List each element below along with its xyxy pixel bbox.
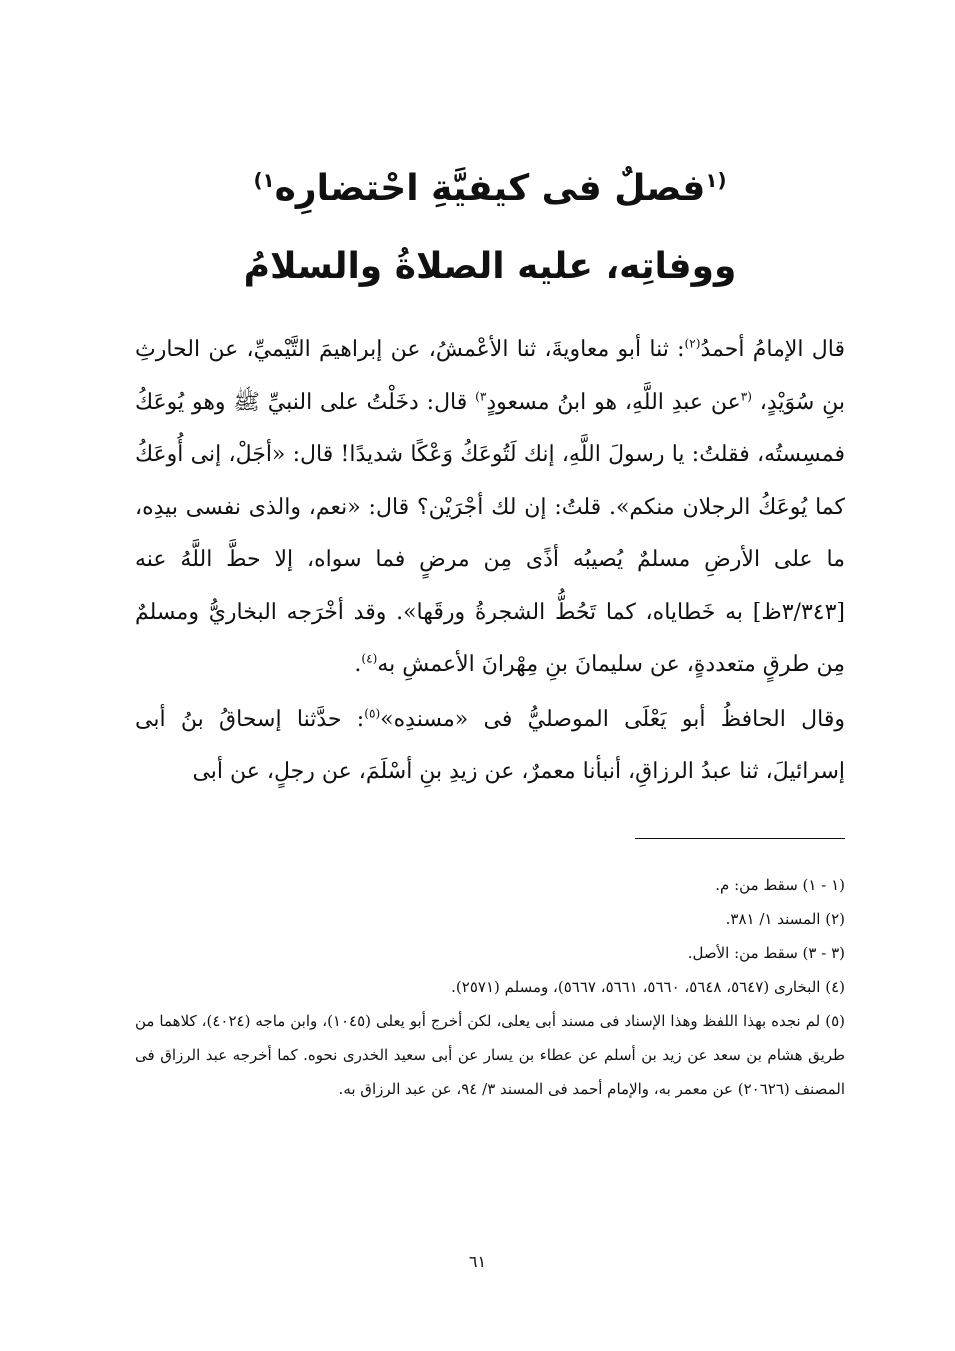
footnote-2: (٢) المسند ١/ ٣٨١. [725,910,845,928]
text-run: قال الإمامُ أحمدُ [700,337,845,362]
chapter-heading [135,150,845,306]
footnote-marker: ١) [253,169,275,192]
chapter-heading-line-2: ووفاتِه، عليه الصلاةُ والسلامُ [243,246,737,287]
heading-line-1-text: فصلٌ فى كيفيَّةِ احْتضارِه [274,168,706,209]
footnotes [135,868,845,1106]
footnote-ref-5: (٥) [364,706,381,721]
text-run: قال: دخَلْتُ على النبيِّ ﷺ وهو يُوعَكُ فمسِستُه، فقلتُ: يا رسولَ اللَّهِ، إنك لَتُوعَكُ وَعْكًا شديدًا! قال: «أجَلْ، إنى أُوعَكُ كما يُوعَكُ الرجلان منكم». قلتُ: إن لك أجْرَيْن؟ قال: «نعم، والذى نفسى بيدِه، ما على الأرضِ مسلمٌ يُصيبُه أذًى مِن مرضٍ فما سواه، إلا حطَّ اللَّهُ عنه [٣/٣٤٣ظ] به خَطاياه، كما تَحُطُّ الشجرةُ ورقَها». وقد أخْرَجه البخاريُّ ومسلمٌ مِن طرقٍ متعددةٍ، عن سليمانَ بنِ مِهْرانَ الأعمشِ به [135,389,845,677]
footnote-ref-3-close: ٣) [475,389,487,404]
main-text [135,324,845,799]
footnote-4: (٤) البخارى (٥٦٤٧، ٥٦٤٨، ٥٦٦٠، ٥٦٦١، ٥٦٦٧)، ومسلم (٢٥٧١). [451,978,845,996]
footnote-ref-2: (٢) [684,336,701,351]
paragraph-1 [135,324,845,692]
chapter-heading-line-1 [135,150,845,228]
text-run: وقال الحافظُ أبو يَعْلَى الموصليُّ فى «مسندِه» [380,706,845,732]
text-run: : حدَّثنا إسحاقُ بنُ أبى إسرائيلَ، ثنا عبدُ الرزاقِ، أنبأنا معمرٌ، عن زيدِ بنِ أسْلَمَ، عن رجلٍ، عن أبى [135,706,845,784]
book-page [135,150,845,1300]
paragraph-2 [135,694,845,799]
footnote-marker: (١ [705,169,727,192]
footnote-ref-4: (٤) [361,651,378,666]
footnote-3: (٣ - ٣) سقط من: الأصل. [687,944,845,962]
footnote-ref-3-open: (٣ [740,389,752,404]
text-run: . [354,652,362,677]
text-run: : ثنا أبو معاويةَ، ثنا الأعْمشُ، عن إبراهيمَ التَّيْميِّ، عن الحارثِ بنِ سُوَيْدٍ، [135,337,845,415]
page-number: ٦١ [468,1252,487,1271]
footnote-separator [635,838,845,839]
footnote-5: (٥) لم نجده بهذا اللفظ وهذا الإسناد فى مسند أبى يعلى، لكن أخرج أبو يعلى (١٠٤٥)، وابن ماجه (٤٠٢٤)، كلاهما من طريق هشام بن سعد عن زيد بن أسلم عن عطاء بن يسار عن أبى سعيد الخدرى نحوه. كما أخرجه عبد الرزاق فى المصنف (٢٠٦٢٦) عن معمر به، والإمام أحمد فى المسند ٣/ ٩٤، عن عبد الرزاق به. [135,1012,845,1098]
text-run: عن عبدِ اللَّهِ، هو ابنُ مسعودٍ [486,389,741,415]
footnote-1: (١ - ١) سقط من: م. [715,876,845,894]
